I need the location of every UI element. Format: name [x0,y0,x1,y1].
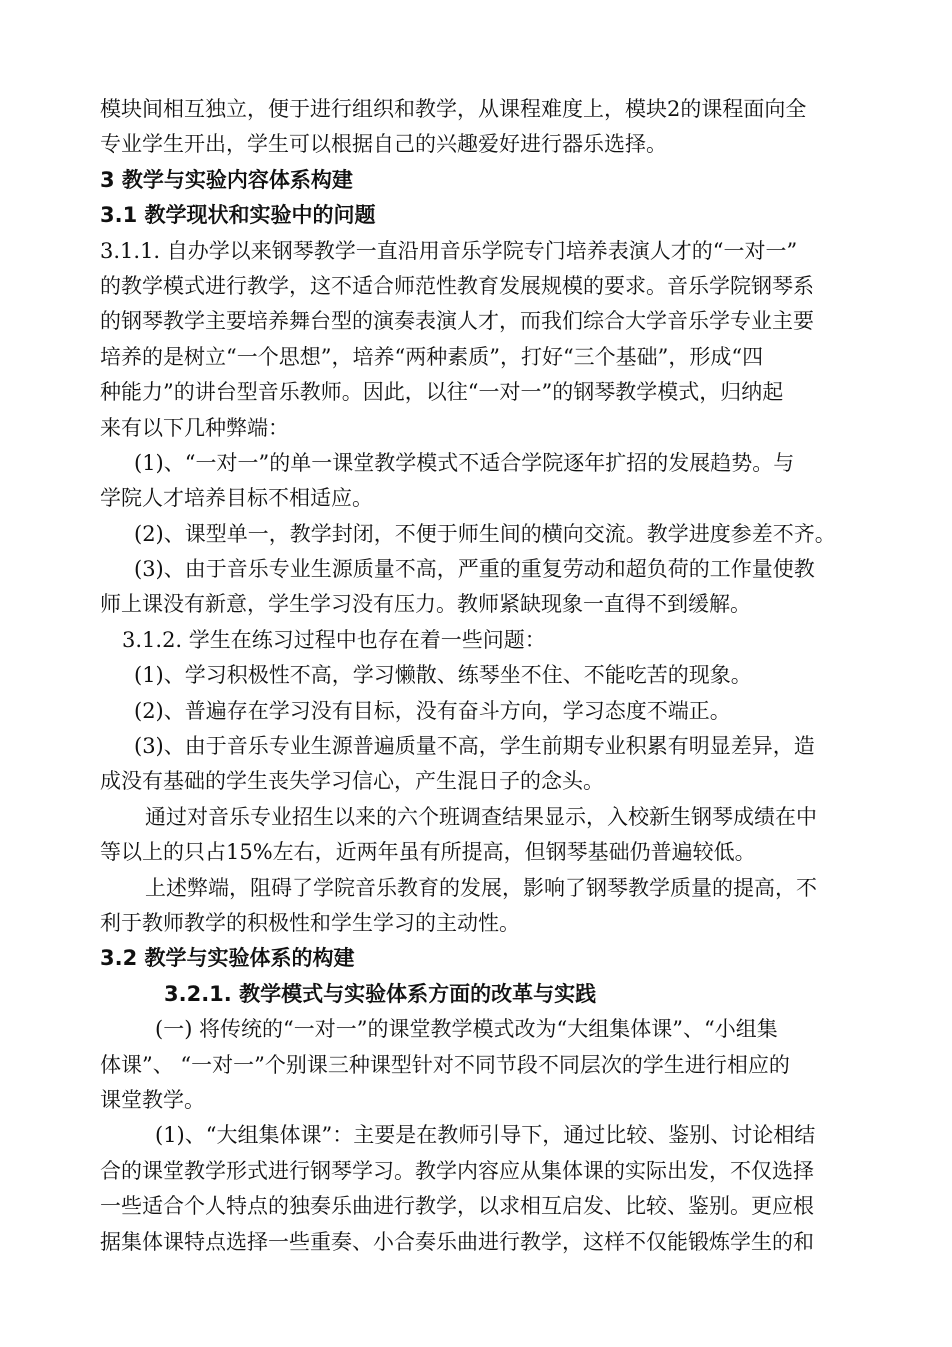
subsubsection-heading: 3.2.1. 教学模式与实验体系方面的改革与实践 [164,981,597,1006]
list-item: (3)、由于音乐专业生源普遍质量不高，学生前期专业积累有明显差异，造 [134,734,815,759]
text-line: 3.1.1. 自办学以来钢琴教学一直沿用音乐学院专门培养表演人才的“一对一” [100,238,798,263]
list-item: (2)、普遍存在学习没有目标，没有奋斗方向，学习态度不端正。 [134,698,731,723]
text-line: 的钢琴教学主要培养舞台型的演奏表演人才，而我们综合大学音乐学专业主要 [100,309,814,334]
paragraph-start: 通过对音乐专业招生以来的六个班调查结果显示，入校新生钢琴成绩在中 [145,804,817,829]
section-heading: 3 教学与实验内容体系构建 [100,167,353,192]
text-line: 模块间相互独立，便于进行组织和教学，从课程难度上，模块2的课程面向全 [100,97,807,121]
paragraph-start: (一) 将传统的“一对一”的课堂教学模式改为“大组集体课”、“小组集 [155,1017,778,1042]
list-item: (2)、课型单一，教学封闭，不便于师生间的横向交流。教学进度参差不齐。 [134,521,836,546]
text-line: 师上课没有新意，学生学习没有压力。教师紧缺现象一直得不到缓解。 [100,592,751,617]
document-page [100,92,858,1260]
text-line: 课堂教学。 [100,1087,205,1112]
text-line: 专业学生开出，学生可以根据自己的兴趣爱好进行器乐选择。 [100,132,667,157]
text-line: 种能力”的讲台型音乐教师。因此，以往“一对一”的钢琴教学模式，归纳起 [100,380,784,405]
subsection-heading: 3.1 教学现状和实验中的问题 [100,203,376,228]
text-line: 据集体课特点选择一些重奏、小合奏乐曲进行教学，这样不仅能锻炼学生的和 [100,1229,814,1254]
list-item: (3)、由于音乐专业生源质量不高，严重的重复劳动和超负荷的工作量使教 [134,557,815,582]
text-line: 一些适合个人特点的独奏乐曲进行教学，以求相互启发、比较、鉴别。更应根 [100,1194,814,1219]
paragraph-start: 上述弊端，阻碍了学院音乐教育的发展，影响了钢琴教学质量的提高，不 [145,875,817,900]
text-line: 合的课堂教学形式进行钢琴学习。教学内容应从集体课的实际出发，不仅选择 [100,1158,814,1183]
list-item: (1)、“一对一”的单一课堂教学模式不适合学院逐年扩招的发展趋势。与 [134,450,795,475]
text-line: 利于教师教学的积极性和学生学习的主动性。 [100,910,520,935]
text-line: 成没有基础的学生丧失学习信心，产生混日子的念头。 [100,769,604,794]
subsection-lead: 3.1.2. 学生在练习过程中也存在着一些问题： [122,627,546,652]
list-item: (1)、“大组集体课”：主要是在教师引导下，通过比较、鉴别、讨论相结 [155,1123,816,1148]
text-line: 来有以下几种弊端： [100,415,289,440]
text-line: 学院人才培养目标不相适应。 [100,486,373,511]
text-line: 等以上的只占15%左右，近两年虽有所提高，但钢琴基础仍普遍较低。 [100,840,756,865]
text-line: 体课”、 “一对一”个别课三种课型针对不同节段不同层次的学生进行相应的 [100,1052,790,1077]
list-item: (1)、学习积极性不高，学习懒散、练琴坐不住、不能吃苦的现象。 [134,663,752,688]
text-line: 培养的是树立“一个思想”，培养“两种素质”，打好“三个基础”，形成“四 [100,344,764,369]
subsection-heading: 3.2 教学与实验体系的构建 [100,946,355,971]
text-line: 的教学模式进行教学，这不适合师范性教育发展规模的要求。音乐学院钢琴系 [100,273,814,298]
